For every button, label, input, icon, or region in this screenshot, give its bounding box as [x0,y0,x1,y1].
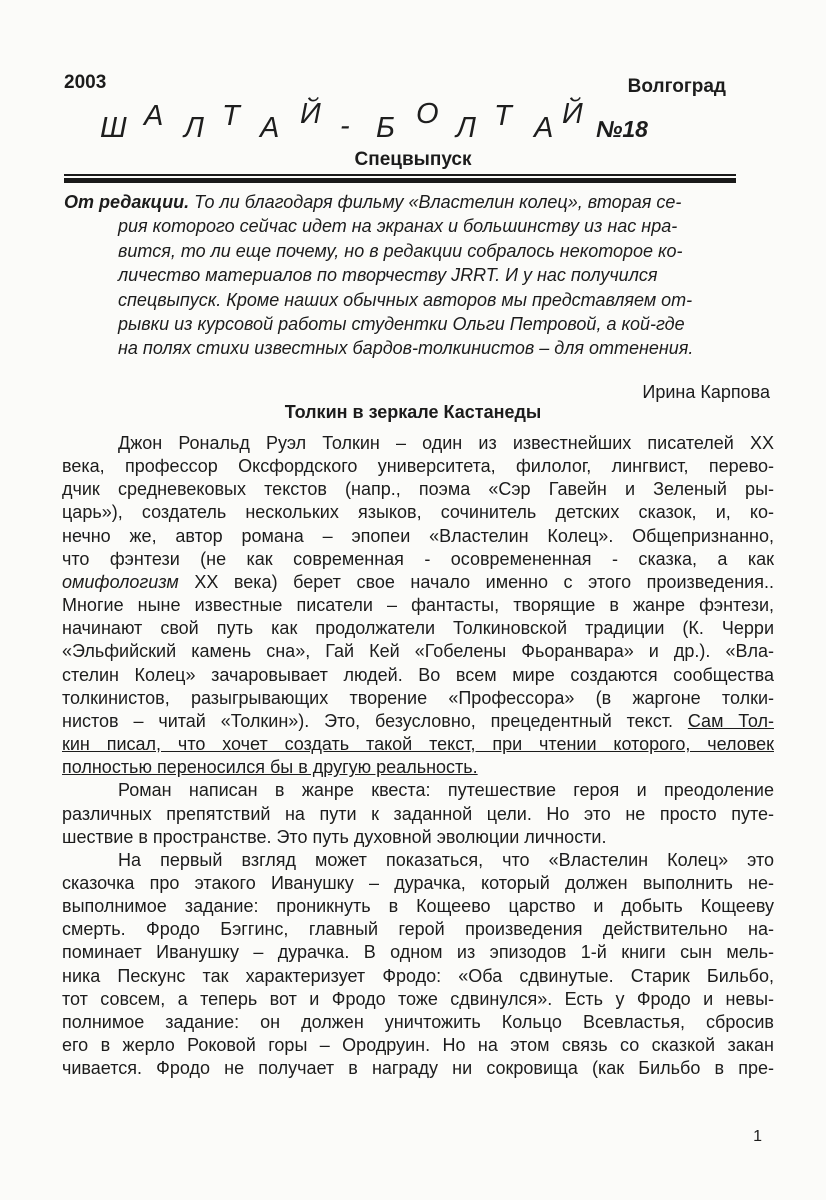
masthead-letter: - [340,110,350,142]
editorial-line: личество материалов по творчеству JRRT. И у нас получился [118,265,658,286]
editorial-line: спецвыпуск. Кроме наших обычных авторов мы представляем от- [118,289,693,310]
masthead-letter: О [416,98,439,130]
body-line: толкинистов, разыгрывающих творение «Профессора» (в жаргоне толки- [62,687,774,708]
issue-type: Спецвыпуск [354,149,472,170]
body-line: На первый взгляд может показаться, что «Властелин Колец» это [118,849,774,870]
masthead-letter: Т [222,100,240,132]
masthead-letter: Б [376,112,395,144]
editorial-line: То ли благодаря фильму «Властелин колец», вторая се- [189,192,682,212]
body-line: что фэнтези (не как современная - осовремененная - сказка, а как [62,548,774,569]
body-line: смерть. Фродо Бэггинс, главный герой произведения действительно на- [62,919,774,940]
header-rule-thin [64,174,736,176]
editorial-line: рия которого сейчас идет на экранах и большинству из нас нра- [118,216,678,237]
body-line: Многие ныне известные писатели – фантасты, творящие в жанре фэнтези, [62,595,774,616]
issue-year: 2003 [64,72,107,93]
masthead-letter: Л [184,112,204,144]
body-line: ника Пескунс так характеризует Фродо: «Оба сдвинутые. Старик Бильбо, [62,965,774,986]
body-line: его в жерло Роковой горы – Ородруин. Но на этом связь со сказкой закан [62,1035,774,1056]
underlined-quote-end: полностью переносился бы в другую реальность. [62,757,478,778]
masthead-letter: А [144,100,164,132]
editorial-label: От редакции. [64,192,190,212]
body-line: века, профессор Оксфордского университета, филолог, лингвист, перево- [62,456,774,477]
body-line: начинают свой путь как продолжатели Толкиновской традиции (К. Черри [62,618,774,639]
body-line: полнимое задание: он должен уничтожить Кольцо Всевластья, сбросив [62,1011,774,1032]
italic-term: омифологизм [62,571,179,592]
underlined-quote: кин писал, что хочет создать такой текст, при чтении которого, человек [62,734,774,755]
body-line: царь»), создатель нескольких языков, сочинитель детских сказок, и, ко- [62,502,774,523]
body-line: омифологизм XX века) берет свое начало именно с этого произведения.. [62,571,774,592]
masthead-letter: Ш [100,112,127,144]
body-line: сказочка про этакого Иванушку – дурачка, который должен выполнить не- [62,872,774,893]
body-line: нистов – читай «Толкин»). Это, безусловно, прецедентный текст. Сам Тол- [62,710,774,731]
body-line: нечно же, автор романа – эпопеи «Властелин Колец». Общепризнанно, [62,525,774,546]
body-line: поминает Иванушку – дурачка. В одном из эпизодов 1-й книги сын мель- [62,942,774,963]
article-body [62,432,774,1080]
masthead-letter: Й [300,98,321,130]
underlined-quote: Сам Тол- [687,710,774,731]
masthead-letter: Л [456,112,476,144]
masthead [100,98,740,148]
editorial-line: рывки из курсовой работы студентки Ольги Петровой, а кой-где [118,314,685,335]
body-line: чивается. Фродо не получает в награду ни сокровища (как Бильбо в пре- [62,1058,774,1079]
body-line: стелин Колец» зачаровывает людей. Во всем мире создаются сообщества [62,664,774,685]
issue-city: Волгоград [627,76,726,97]
masthead-letter: А [260,112,280,144]
masthead-letter: А [534,112,554,144]
body-line: выполнимое задание: проникнуть в Кощеево царство и добыть Кощееву [62,896,774,917]
article-author: Ирина Карпова [642,382,770,402]
editorial-line: на полях стихи известных бардов-толкинистов – для оттенения. [118,338,694,359]
body-line: Джон Рональд Руэл Толкин – один из известнейших писателей XX [118,433,774,453]
masthead-letter: Т [494,100,512,132]
body-line: тот совсем, а теперь вот и Фродо тоже сдвинулся». Есть у Фродо и невы- [62,988,774,1009]
body-line: дчик средневековых текстов (напр., поэма «Сэр Гавейн и Зеленый ры- [62,479,774,500]
masthead-letter: Й [562,98,583,130]
editorial-note [64,190,770,361]
editorial-line: вится, то ли еще почему, но в редакции собралось некоторое ко- [118,240,683,261]
issue-number: №18 [596,116,648,142]
page-number: 1 [753,1128,762,1145]
body-line: Роман написан в жанре квеста: путешествие героя и преодоление [118,780,774,801]
header-rule-thick [64,178,736,183]
article-title: Толкин в зеркале Кастанеды [284,402,542,422]
body-line: «Эльфийский камень сна», Гай Кей «Гобелены Фьоранвара» и др.). «Вла- [62,641,774,662]
body-line: различных препятствий на пути к заданной цели. Но это не просто путе- [62,803,774,824]
body-line: шествие в пространстве. Это путь духовной эволюции личности. [62,826,607,847]
